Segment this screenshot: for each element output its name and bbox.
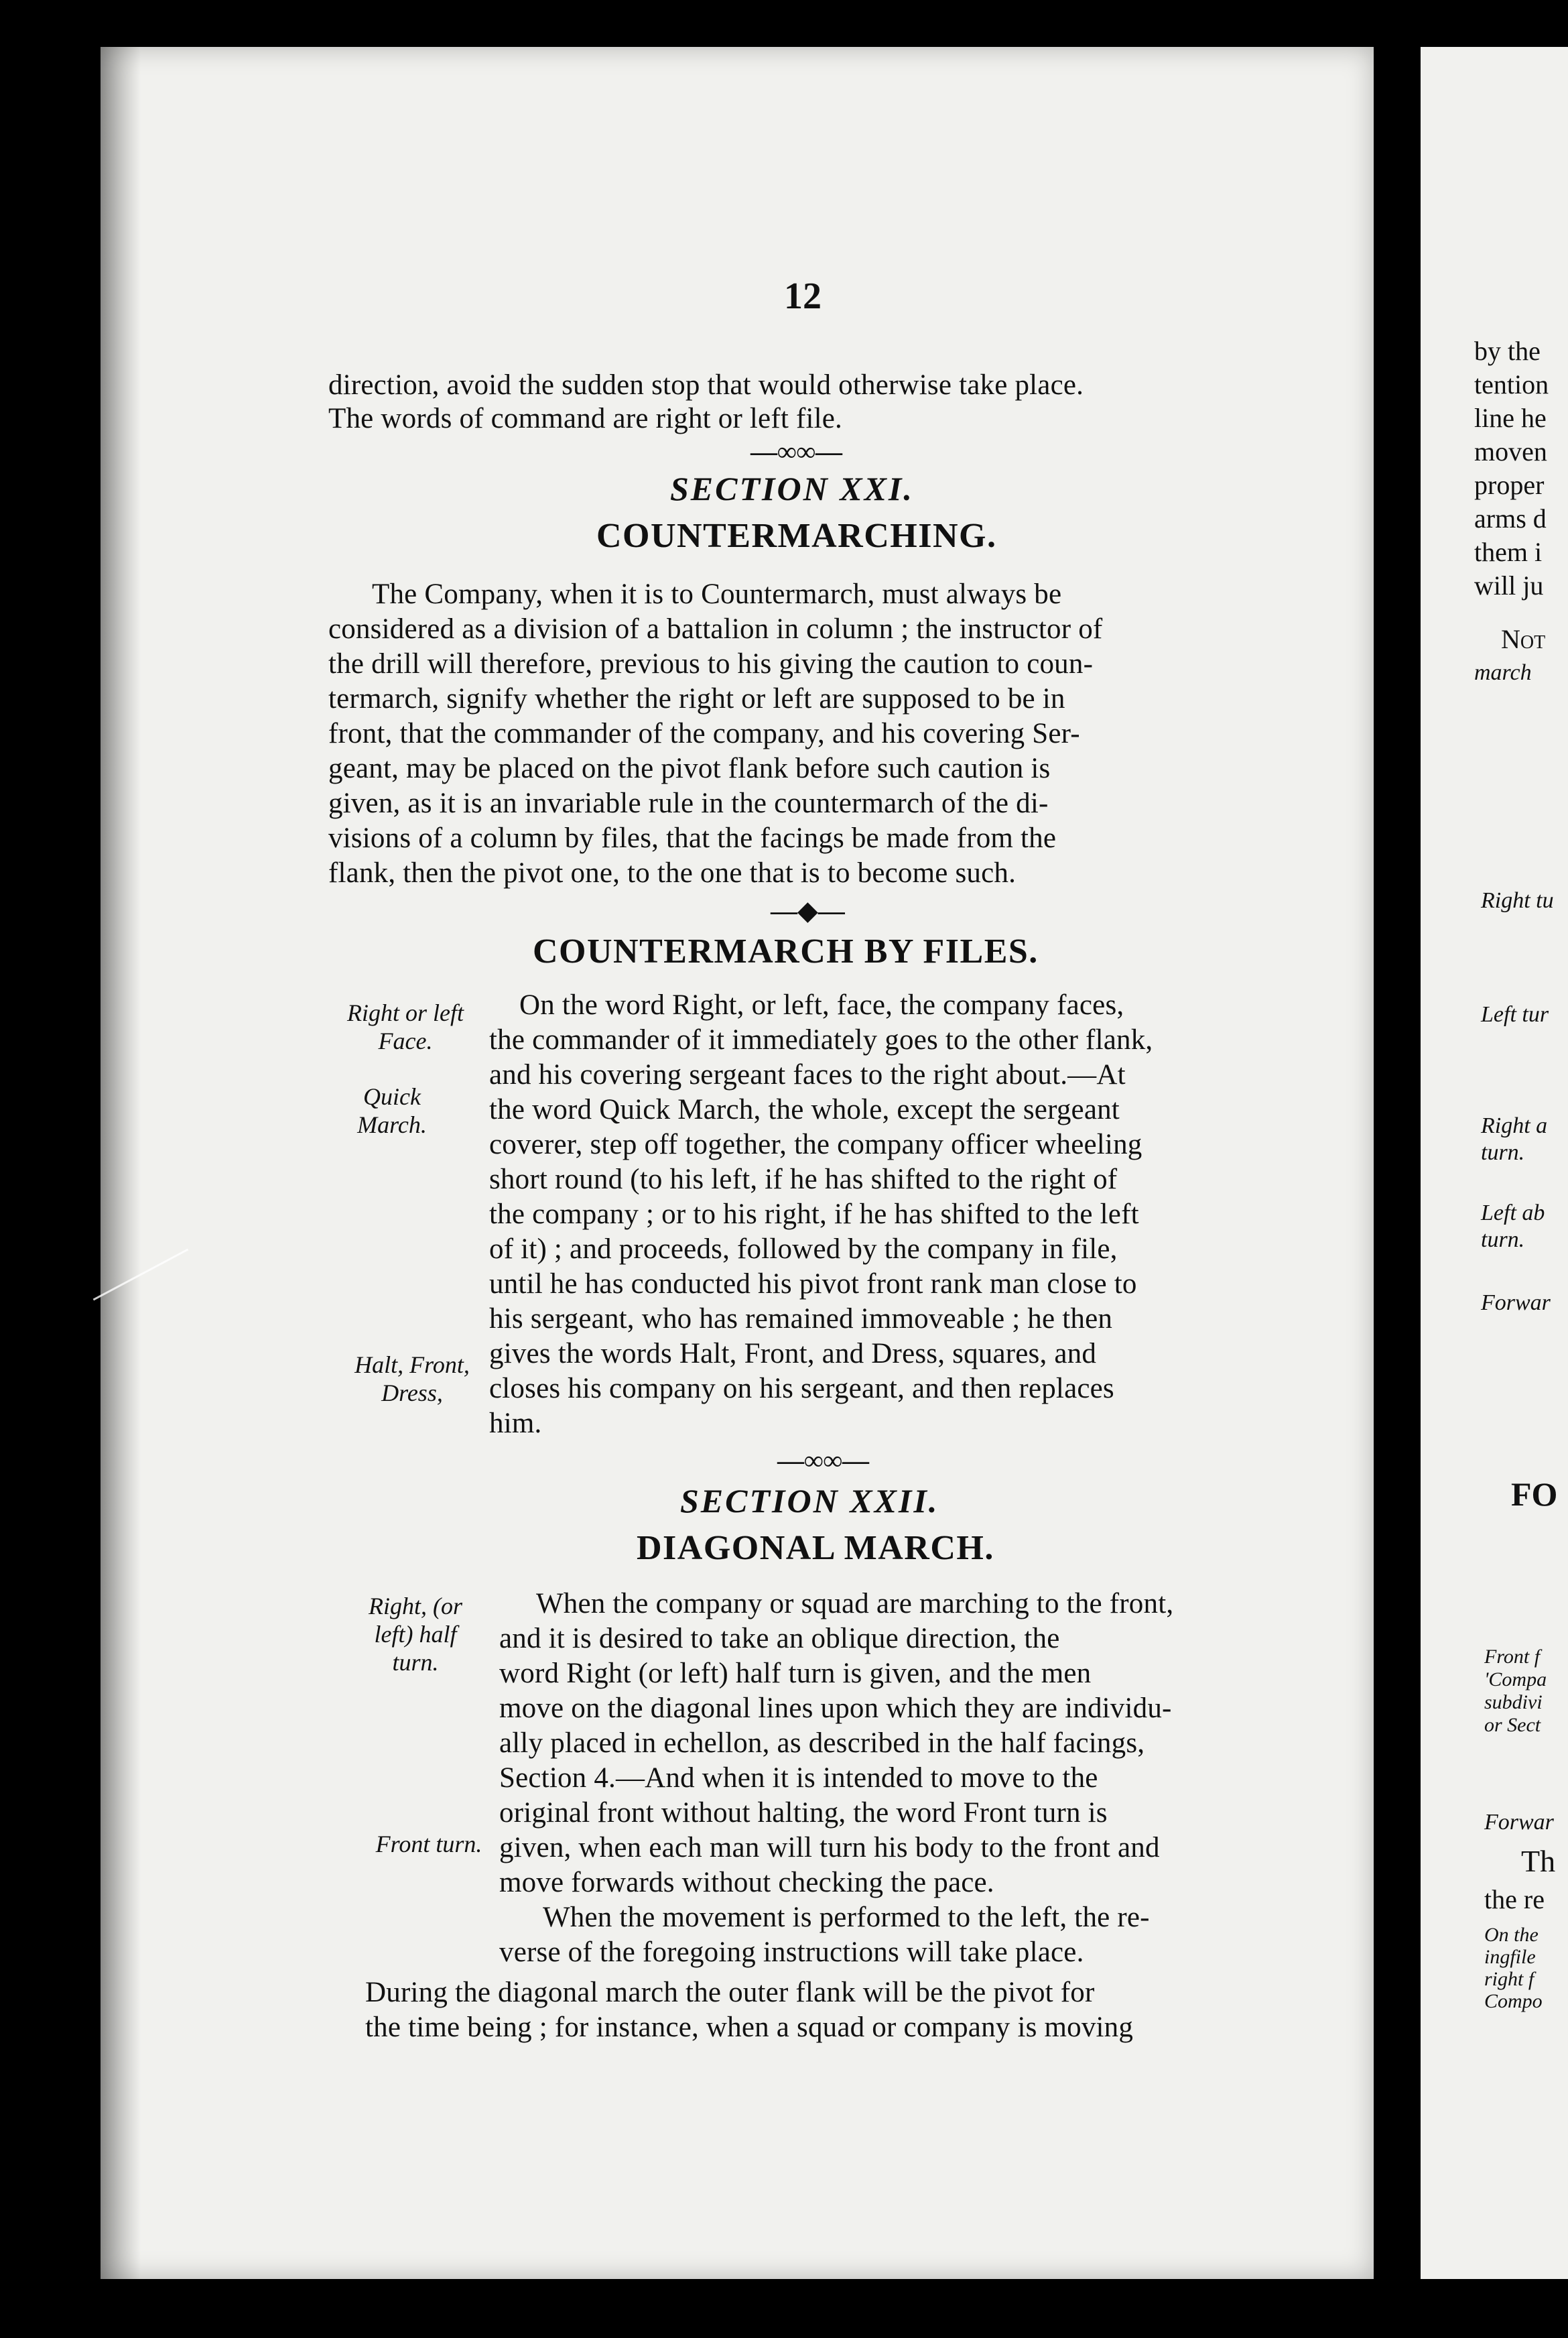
text-line: original front without halting, the word Front turn is (499, 1797, 1108, 1829)
text-line: the time being ; for instance, when a squad or company is moving (365, 2012, 1134, 2043)
right-margin-note: Right tu (1481, 888, 1554, 913)
text-line: flank, then the pivot one, to the one that is to become such. (328, 857, 1017, 889)
right-margin-note: Left tur (1481, 1002, 1549, 1027)
margin-note: Right, (or left) half turn. (369, 1593, 462, 1676)
section-heading: COUNTERMARCH BY FILES. (533, 932, 1039, 971)
right-margin-note: Left ab turn. (1481, 1201, 1545, 1252)
text-line: direction, avoid the sudden stop that would otherwise take place. (328, 369, 1084, 401)
text-line: given, as it is an invariable rule in the countermarch of the di- (328, 788, 1049, 819)
right-margin-note: Front f 'Compa subdivi or Sect (1484, 1646, 1547, 1736)
text-line: closes his company on his sergeant, and then replaces (489, 1373, 1114, 1404)
text-line: The Company, when it is to Countermarch, must always be (372, 578, 1062, 610)
text-line: his sergeant, who has remained immoveable ; he then (489, 1303, 1113, 1335)
text-line: the drill will therefore, previous to his giving the caution to coun- (328, 648, 1094, 680)
text-line: the word Quick March, the whole, except the sergeant (489, 1094, 1120, 1125)
margin-note: Quick March. (357, 1083, 427, 1138)
text-line: and it is desired to take an oblique direction, the (499, 1623, 1060, 1654)
text-line: Section 4.—And when it is intended to move to the (499, 1762, 1098, 1794)
section-title: SECTION XXII. (680, 1482, 939, 1520)
right-margin-note: Right a turn. (1481, 1113, 1548, 1165)
right-page-line: proper (1474, 470, 1545, 500)
text-line: When the movement is performed to the left, the re- (543, 1902, 1150, 1933)
right-page-line: tention (1474, 369, 1549, 399)
text-line: until he has conducted his pivot front rank man close to (489, 1268, 1137, 1300)
text-line: gives the words Halt, Front, and Dress, squares, and (489, 1338, 1097, 1369)
right-page-line: will ju (1474, 570, 1544, 601)
text-line: considered as a division of a battalion in column ; the instructor of (328, 613, 1103, 645)
text-line: geant, may be placed on the pivot flank before such caution is (328, 753, 1051, 784)
text-line: word Right (or left) half turn is given, and the men (499, 1658, 1092, 1689)
right-page-line: Th (1521, 1844, 1556, 1878)
text-line: verse of the foregoing instructions will take place. (499, 1936, 1084, 1968)
page-number: 12 (784, 275, 822, 317)
text-line: During the diagonal march the outer flank will be the pivot for (365, 1977, 1095, 2008)
text-line: The words of command are right or left file. (328, 403, 843, 434)
text-line: ally placed in echellon, as described in the half facings, (499, 1727, 1145, 1759)
section-heading: DIAGONAL MARCH. (637, 1529, 994, 1567)
right-page-line: moven (1474, 436, 1547, 467)
text-line: of it) ; and proceeds, followed by the company in file, (489, 1233, 1118, 1265)
page-edge-shadow (101, 47, 141, 2279)
text-line: him. (489, 1408, 542, 1439)
text-line: termarch, signify whether the right or left are supposed to be in (328, 683, 1065, 715)
text-line: move forwards without checking the pace. (499, 1867, 994, 1898)
right-page-line: by the (1474, 336, 1541, 366)
margin-note: Front turn. (375, 1831, 482, 1857)
text-line: and his covering sergeant faces to the right about.—At (489, 1059, 1126, 1091)
margin-note: Halt, Front, Dress, (354, 1351, 470, 1406)
right-page-line: them i (1474, 537, 1543, 567)
right-page-italic: march (1474, 660, 1532, 685)
right-page-note: Not (1501, 624, 1546, 654)
text-line: given, when each man will turn his body to the front and (499, 1832, 1160, 1863)
book-gutter (1374, 0, 1421, 2338)
right-page-line: the re (1484, 1884, 1545, 1914)
text-line: front, that the commander of the company, and his covering Ser- (328, 718, 1080, 749)
ornament-divider: —◆— (771, 896, 845, 926)
text-line: visions of a column by files, that the facings be made from the (328, 822, 1057, 854)
text-line: the company ; or to his right, if he has shifted to the left (489, 1198, 1139, 1230)
ornament-divider: —∞∞— (750, 436, 843, 467)
text-line: the commander of it immediately goes to the other flank, (489, 1024, 1153, 1056)
right-page-line: line he (1474, 403, 1547, 433)
text-line: coverer, step off together, the company officer wheeling (489, 1129, 1142, 1160)
section-title: SECTION XXI. (670, 470, 914, 507)
text-line: On the word Right, or left, face, the company faces, (519, 989, 1124, 1021)
right-margin-note: Forwar (1484, 1810, 1554, 1835)
text-line: short round (to his left, if he has shifted to the right of (489, 1164, 1118, 1195)
text-line: When the company or squad are marching to the front, (536, 1588, 1174, 1619)
ornament-divider: —∞∞— (777, 1445, 870, 1475)
right-margin-note: Forwar (1481, 1290, 1551, 1315)
section-heading: COUNTERMARCHING. (596, 517, 997, 555)
right-margin-note: On the ingfile right f Compo (1484, 1924, 1543, 2012)
margin-note: Right or left Face. (347, 999, 464, 1054)
right-page-heading: FO (1511, 1475, 1558, 1513)
right-page-line: arms d (1474, 503, 1547, 534)
text-line: move on the diagonal lines upon which they are individu- (499, 1693, 1172, 1724)
